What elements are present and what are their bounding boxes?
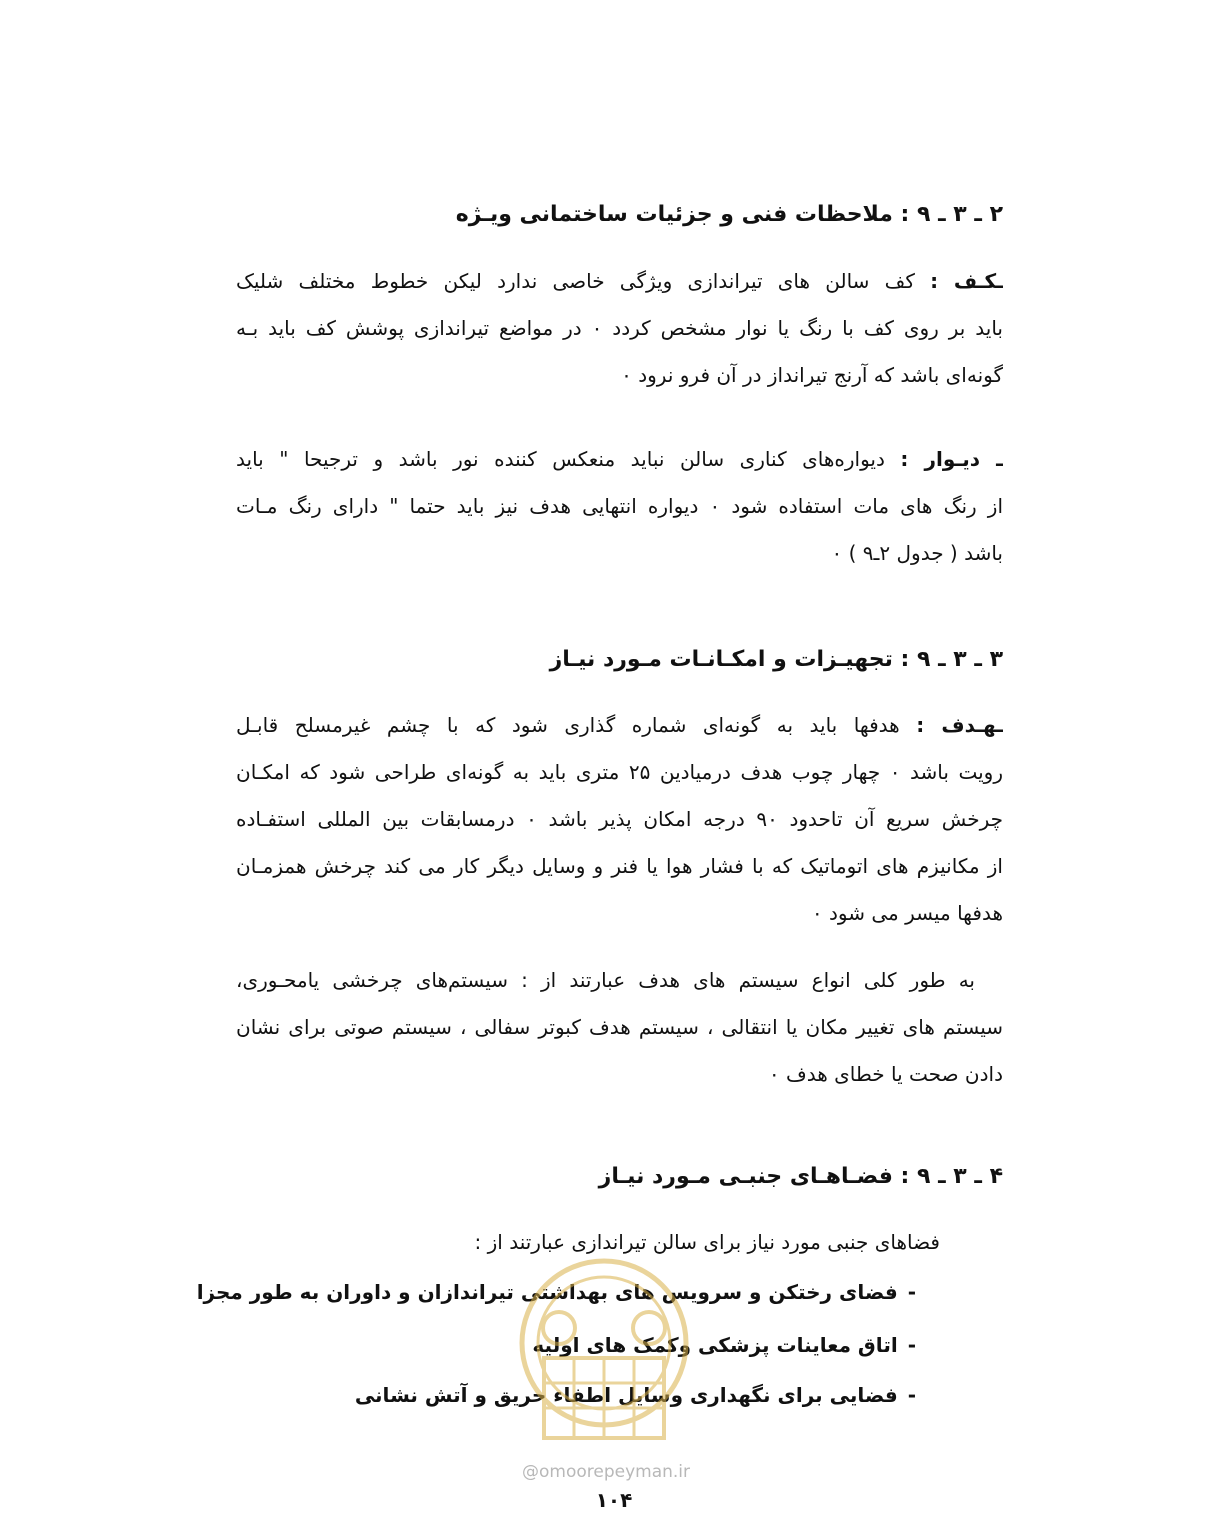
paragraph-line xyxy=(236,483,1003,530)
paragraph-wall xyxy=(236,436,1003,577)
line-text: هدفها باید به گونه‌ای شماره گذاری شود که با چشم غیرمسلح قابـل xyxy=(236,713,900,737)
line-text: به طور کلی انواع سیستم های هدف عبارتند از : سیستم‌های چرخشی یامحـوری، xyxy=(236,968,975,992)
line-text: از مکانیزم های اتوماتیک که با فشار هوا یا فنر و وسایل دیگر کار می کند چرخش همزمـان xyxy=(236,854,1003,878)
line-text: باشد ( جدول ۲ـ۹ ) ۰ xyxy=(831,541,1003,565)
line-text: سیستم های تغییر مکان یا انتقالی ، سیستم هدف کبوتر سفالی ، سیستم صوتی برای نشان xyxy=(236,1015,1003,1039)
bullet-text: اتاق معاینات پزشکی وکمک های اولیه xyxy=(532,1333,898,1357)
bullet-dash: - xyxy=(907,1383,916,1407)
paragraph-floor xyxy=(236,258,1003,399)
ancillary-intro: فضاهای جنبی مورد نیاز برای سالن تیراندازی عبارتند از : xyxy=(474,1230,940,1254)
paragraph-lead: ـهـدف : xyxy=(916,713,1003,737)
line-text: دیواره‌های کناری سالن نباید منعکس کننده نور باشد و ترجیحا " باید xyxy=(236,447,885,471)
bullet-dash: - xyxy=(907,1280,916,1304)
bullet-text: فضای رختکن و سرویس های بهداشتی تیراندازان و داوران به طور مجزا xyxy=(196,1280,898,1304)
bullet-dash: - xyxy=(907,1333,916,1357)
paragraph-line xyxy=(236,436,1003,483)
line-text: دادن صحت یا خطای هدف ۰ xyxy=(768,1062,1003,1086)
line-text: از رنگ های مات استفاده شود ۰ دیواره انتهایی هدف نیز باید حتما " دارای رنگ مـات xyxy=(236,494,1003,518)
paragraph-line xyxy=(236,305,1003,352)
line-text: باید بر روی کف با رنگ یا نوار مشخص کردد ۰ در مواضع تیراندازی پوشش کف باید بـه xyxy=(236,316,1003,340)
page-number: ۱۰۴ xyxy=(595,1488,633,1512)
paragraph-target xyxy=(236,702,1003,937)
watermark-url: @omoorepeyman.ir xyxy=(522,1462,691,1482)
watermark-logo-icon xyxy=(504,1248,704,1468)
section-heading-technical-notes: ۲ ـ ۳ ـ ۹ : ملاحظات فنی و جزئیات ساختمانی ویـژه xyxy=(455,202,1003,227)
paragraph-line xyxy=(236,530,1003,577)
paragraph-target-systems xyxy=(236,957,1003,1098)
bullet-text: فضایی برای نگهداری وسایل اطفاء حریق و آتش نشانی xyxy=(354,1383,898,1407)
paragraph-line xyxy=(236,1051,1003,1098)
line-text: گونه‌ای باشد که آرنج تیرانداز در آن فرو نرود ۰ xyxy=(621,363,1003,387)
line-text: چرخش سریع آن تاحدود ۹۰ درجه امکان پذیر باشد ۰ درمسابقات بین المللی استفـاده xyxy=(236,807,1003,831)
paragraph-line xyxy=(236,957,1003,1004)
paragraph-lead: ـکـف : xyxy=(930,269,1003,293)
paragraph-line xyxy=(236,796,1003,843)
paragraph-line xyxy=(236,258,1003,305)
line-text: رویت باشد ۰ چهار چوب هدف درمیادین ۲۵ متری باید به گونه‌ای طراحی شود که امکـان xyxy=(236,760,1003,784)
section-heading-ancillary-spaces: ۴ ـ ۳ ـ ۹ : فضـاهـای جنبـی مـورد نیـاز xyxy=(598,1164,1003,1189)
paragraph-line xyxy=(236,890,1003,937)
line-text: هدفها میسر می شود ۰ xyxy=(811,901,1003,925)
paragraph-line xyxy=(236,1004,1003,1051)
paragraph-line xyxy=(236,702,1003,749)
paragraph-lead: ـ دیـوار : xyxy=(900,447,1003,471)
paragraph-line xyxy=(236,352,1003,399)
line-text: کف سالن های تیراندازی ویژگی خاصی ندارد لیکن خطوط مختلف شلیک xyxy=(236,269,915,293)
paragraph-line xyxy=(236,843,1003,890)
paragraph-line xyxy=(236,749,1003,796)
section-heading-equipment: ۳ ـ ۳ ـ ۹ : تجهیـزات و امکـانـات مـورد نیـاز xyxy=(549,647,1003,672)
